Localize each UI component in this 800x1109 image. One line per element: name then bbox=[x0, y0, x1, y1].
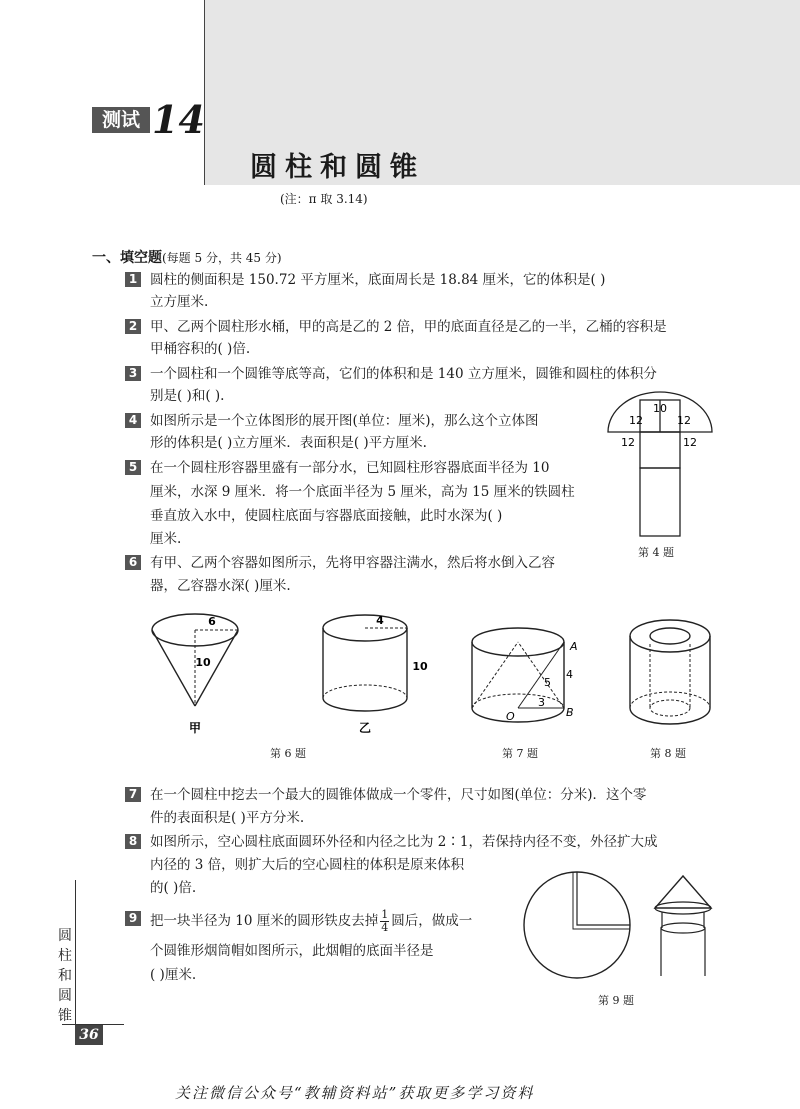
fig7-label: 4 bbox=[566, 668, 573, 681]
question-number: 1 bbox=[125, 272, 141, 287]
figure-4-net bbox=[600, 390, 720, 540]
sidebar-char: 圆 bbox=[58, 988, 72, 1004]
cylinder-radius-label: 4 bbox=[376, 614, 384, 627]
fig4-label: 10 bbox=[653, 402, 667, 415]
question-text: 立方厘米. bbox=[150, 294, 209, 310]
question-text: 器，乙容器水深( )厘米. bbox=[150, 578, 291, 594]
question-text: 有甲、乙两个容器如图所示，先将甲容器注满水，然后将水倒入乙容 bbox=[150, 555, 555, 571]
question-text: 厘米. bbox=[150, 531, 182, 547]
sidebar-char: 锥 bbox=[58, 1008, 72, 1024]
fraction-numerator: 1 bbox=[381, 908, 389, 921]
fig4-label: 12 bbox=[677, 414, 691, 427]
figure-7-caption: 第 7 题 bbox=[502, 747, 538, 760]
page-title: 圆柱和圆锥 bbox=[250, 152, 425, 183]
question-text: 一个圆柱和一个圆锥等底等高，它们的体积和是 140 立方厘米，圆锥和圆柱的体积分 bbox=[150, 366, 657, 382]
question-number: 2 bbox=[125, 319, 141, 334]
figure-7-hollowed-cylinder bbox=[462, 620, 592, 730]
question-number: 5 bbox=[125, 460, 141, 475]
fig7-label: B bbox=[566, 706, 574, 719]
figure-9-caption: 第 9 题 bbox=[598, 994, 634, 1007]
fig4-label: 12 bbox=[621, 436, 635, 449]
header-divider bbox=[204, 0, 205, 185]
fig7-label: 5 bbox=[544, 676, 551, 689]
fraction bbox=[380, 909, 389, 934]
section-title: 一、填空题 bbox=[92, 250, 162, 266]
question-text: 别是( )和( ). bbox=[150, 388, 225, 404]
figure-8-caption: 第 8 题 bbox=[650, 747, 686, 760]
figure-8-hollow-cylinder bbox=[620, 612, 720, 732]
section-subtitle: (每题 5 分，共 45 分) bbox=[162, 251, 282, 265]
test-badge bbox=[92, 97, 205, 142]
fig4-label: 12 bbox=[629, 414, 643, 427]
figure-9-sheet-and-cap bbox=[520, 868, 720, 988]
footer-note: 关注微信公众号“教辅资料站”获取更多学习资料 bbox=[175, 1084, 535, 1102]
question-text: 如图所示是一个立体图形的展开图(单位：厘米)，那么这个立体图 bbox=[150, 413, 539, 429]
question-number: 9 bbox=[125, 911, 141, 926]
figure-6-cone bbox=[145, 608, 245, 738]
test-number: 14 bbox=[152, 97, 205, 142]
sidebar-line bbox=[75, 880, 76, 1030]
pi-note: (注：π 取 3.14) bbox=[280, 192, 368, 206]
fig7-label: A bbox=[570, 640, 578, 653]
question-text: 个圆锥形烟筒帽如图所示，此烟帽的底面半径是 bbox=[150, 943, 434, 959]
question-text: 把一块半径为 10 厘米的圆形铁皮去掉 bbox=[150, 913, 379, 929]
question-number: 7 bbox=[125, 787, 141, 802]
question-text: 在一个圆柱形容器里盛有一部分水，已知圆柱形容器底面半径为 10 bbox=[150, 460, 550, 476]
question-number: 4 bbox=[125, 413, 141, 428]
cylinder-name: 乙 bbox=[358, 721, 372, 735]
figure-4-caption: 第 4 题 bbox=[638, 546, 674, 559]
question-text: ( )厘米. bbox=[150, 967, 197, 983]
question-text: 内径的 3 倍，则扩大后的空心圆柱的体积是原来体积 bbox=[150, 857, 465, 873]
cylinder-height-label: 10 bbox=[412, 660, 428, 673]
sidebar-char: 柱 bbox=[58, 948, 72, 964]
fraction-denominator: 4 bbox=[381, 921, 389, 934]
page-number: 36 bbox=[75, 1025, 103, 1045]
question-text: 件的表面积是( )平方分米. bbox=[150, 810, 305, 826]
question-text: 如图所示，空心圆柱底面圆环外径和内径之比为 2∶1，若保持内径不变，外径扩大成 bbox=[150, 834, 658, 850]
figure-6-cylinder bbox=[310, 608, 440, 738]
question-text: 在一个圆柱中挖去一个最大的圆锥体做成一个零件，尺寸如图(单位：分米)．这个零 bbox=[150, 787, 647, 803]
question-text: 的( )倍. bbox=[150, 880, 197, 896]
question-text: 甲桶容积的( )倍. bbox=[150, 341, 251, 357]
question-text: 圆柱的侧面积是 150.72 平方厘米，底面周长是 18.84 厘米，它的体积是( ) bbox=[150, 272, 606, 288]
test-label: 测试 bbox=[92, 107, 150, 133]
fig7-label: 3 bbox=[538, 696, 545, 709]
section-heading bbox=[92, 247, 282, 267]
question-text: 甲、乙两个圆柱形水桶，甲的高是乙的 2 倍，甲的底面直径是乙的一半，乙桶的容积是 bbox=[150, 319, 667, 335]
question-number: 8 bbox=[125, 834, 141, 849]
question-text: 形的体积是( )立方厘米．表面积是( )平方厘米. bbox=[150, 435, 427, 451]
question-text: 垂直放入水中，使圆柱底面与容器底面接触，此时水深为( ) bbox=[150, 508, 503, 524]
fig7-label: O bbox=[506, 710, 515, 723]
figure-6-caption: 第 6 题 bbox=[270, 747, 306, 760]
question-text-part bbox=[150, 909, 472, 934]
sidebar-char: 圆 bbox=[58, 928, 72, 944]
question-number: 3 bbox=[125, 366, 141, 381]
fig4-label: 12 bbox=[683, 436, 697, 449]
cone-radius-label: 6 bbox=[208, 615, 216, 628]
question-text: 圆后，做成一 bbox=[391, 913, 473, 929]
question-text: 厘米，水深 9 厘米．将一个底面半径为 5 厘米，高为 15 厘米的铁圆柱 bbox=[150, 484, 575, 500]
sidebar-char: 和 bbox=[58, 968, 72, 984]
cone-name: 甲 bbox=[188, 721, 202, 735]
cone-height-label: 10 bbox=[195, 656, 211, 669]
question-number: 6 bbox=[125, 555, 141, 570]
